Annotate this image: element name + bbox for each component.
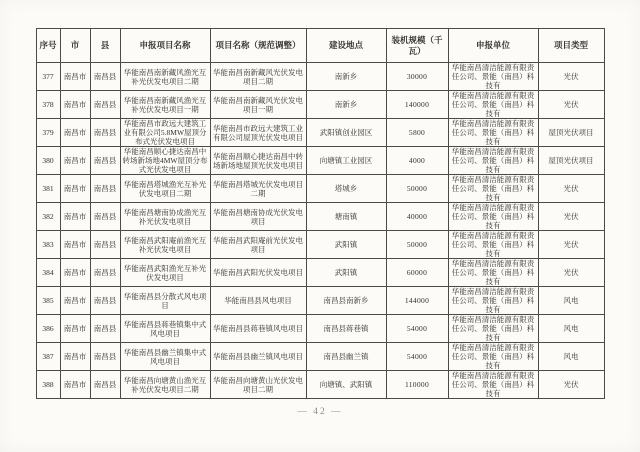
column-header-city: 市 [60,29,90,63]
cell-city: 南昌市 [60,147,90,175]
cell-capacity: 40000 [386,203,448,231]
table-row [36,63,604,91]
cell-county: 南昌县 [90,371,120,399]
cell-project-type: 屋顶光伏项目 [538,119,604,147]
cell-city: 南昌市 [60,287,90,315]
table-row [36,343,604,371]
cell-city: 南昌市 [60,315,90,343]
cell-applicant: 华能南昌清洁能源有限责任公司、景能（南昌）科技有 [448,203,538,231]
cell-declared-name: 华能南昌武阳渔光互补光伏发电项目 [120,259,210,287]
cell-declared-name: 华能南昌塔城渔光互补光伏发电项目二期 [120,175,210,203]
projects-table [36,28,605,399]
cell-capacity: 54000 [386,315,448,343]
cell-seq: 377 [36,63,60,91]
cell-county: 南昌县 [90,315,120,343]
table-body [36,63,604,399]
table-row [36,175,604,203]
cell-applicant: 华能南昌清洁能源有限责任公司、景能（南昌）科技有 [448,119,538,147]
cell-adjusted-name: 华能南昌武阳庵前光伏发电项目 [210,231,306,259]
cell-city: 南昌市 [60,343,90,371]
cell-adjusted-name: 华能南昌南新藏风光伏发电项目二期 [210,63,306,91]
cell-county: 南昌县 [90,203,120,231]
cell-declared-name: 华能南昌县分散式风电项目 [120,287,210,315]
cell-applicant: 华能南昌清洁能源有限责任公司、景能（南昌）科技有 [448,371,538,399]
page-number: — 42 — [297,407,343,417]
cell-applicant: 华能南昌清洁能源有限责任公司、景能（南昌）科技有 [448,175,538,203]
cell-capacity: 50000 [386,231,448,259]
cell-capacity: 4000 [386,147,448,175]
cell-seq: 385 [36,287,60,315]
cell-adjusted-name: 华能南昌南新藏风光伏发电项目一期 [210,91,306,119]
cell-location: 向塘镇、武阳镇 [306,371,386,399]
table-row [36,259,604,287]
table-row [36,371,604,399]
cell-seq: 380 [36,147,60,175]
cell-project-type: 风电 [538,315,604,343]
cell-project-type: 光伏 [538,371,604,399]
cell-location: 南新乡 [306,63,386,91]
cell-declared-name: 华能南昌顺心捷达南昌中转场新场地4MW屋顶分布式光伏发电项目 [120,147,210,175]
cell-seq: 379 [36,119,60,147]
cell-declared-name: 华能南昌县幽兰镇集中式风电项目 [120,343,210,371]
cell-county: 南昌县 [90,91,120,119]
cell-capacity: 110000 [386,371,448,399]
header-row [36,29,604,63]
column-header-applicant: 申报单位 [448,29,538,63]
cell-declared-name: 华能南昌南新藏风渔光互补光伏发电项目一期 [120,91,210,119]
cell-capacity: 140000 [386,91,448,119]
cell-declared-name: 华能南昌县蒋巷镇集中式风电项目 [120,315,210,343]
cell-seq: 378 [36,91,60,119]
cell-applicant: 华能南昌清洁能源有限责任公司、景能（南昌）科技有 [448,231,538,259]
table-row [36,203,604,231]
cell-project-type: 光伏 [538,231,604,259]
cell-location: 武阳镇创业园区 [306,119,386,147]
cell-county: 南昌县 [90,287,120,315]
cell-project-type: 风电 [538,287,604,315]
cell-applicant: 华能南昌清洁能源有限责任公司、景能（南昌）科技有 [448,259,538,287]
cell-adjusted-name: 华能南昌顺心捷达南昌中转场新场地屋顶光伏发电项目 [210,147,306,175]
cell-applicant: 华能南昌清洁能源有限责任公司、景能（南昌）科技有 [448,315,538,343]
cell-seq: 386 [36,315,60,343]
table-row [36,119,604,147]
cell-location: 塔城乡 [306,175,386,203]
cell-capacity: 5800 [386,119,448,147]
cell-project-type: 光伏 [538,63,604,91]
cell-adjusted-name: 华能南昌向塘黄山光伏发电项目二期 [210,371,306,399]
table-row [36,231,604,259]
cell-adjusted-name: 华能南昌县蒋巷镇风电项目 [210,315,306,343]
cell-declared-name: 华能南昌市政远大建筑工业有限公司5.8MW屋顶分布式光伏发电项目 [120,119,210,147]
column-header-project-type: 项目类型 [538,29,604,63]
cell-seq: 388 [36,371,60,399]
cell-declared-name: 华能南昌塘南协成渔光互补光伏发电项目 [120,203,210,231]
cell-adjusted-name: 华能南昌县风电项目 [210,287,306,315]
cell-city: 南昌市 [60,259,90,287]
cell-adjusted-name: 华能南昌武阳光伏发电项目 [210,259,306,287]
cell-location: 南昌县幽兰镇 [306,343,386,371]
cell-county: 南昌县 [90,343,120,371]
cell-applicant: 华能南昌清洁能源有限责任公司、景能（南昌）科技有 [448,63,538,91]
cell-location: 南新乡 [306,91,386,119]
table-row [36,315,604,343]
column-header-capacity: 装机规模（千瓦） [386,29,448,63]
cell-seq: 387 [36,343,60,371]
cell-capacity: 144000 [386,287,448,315]
cell-city: 南昌市 [60,371,90,399]
column-header-adjusted-name: 项目名称（规范调整） [210,29,306,63]
column-header-declared-name: 申报项目名称 [120,29,210,63]
cell-seq: 383 [36,231,60,259]
cell-city: 南昌市 [60,63,90,91]
cell-applicant: 华能南昌清洁能源有限责任公司、景能（南昌）科技有 [448,287,538,315]
cell-location: 南昌县蒋巷镇 [306,315,386,343]
cell-seq: 382 [36,203,60,231]
cell-city: 南昌市 [60,203,90,231]
cell-adjusted-name: 华能南昌塘南协成光伏发电项目 [210,203,306,231]
cell-applicant: 华能南昌清洁能源有限责任公司、景能（南昌）科技有 [448,343,538,371]
cell-county: 南昌县 [90,259,120,287]
cell-county: 南昌县 [90,119,120,147]
cell-location: 南昌县南新乡 [306,287,386,315]
cell-city: 南昌市 [60,91,90,119]
cell-adjusted-name: 华能南昌市政远大建筑工业有限公司屋顶光伏发电项目 [210,119,306,147]
cell-declared-name: 华能南昌武阳庵前渔光互补光伏发电项目 [120,231,210,259]
cell-adjusted-name: 华能南昌塔城光伏发电项目二期 [210,175,306,203]
cell-declared-name: 华能南昌向塘黄山渔光互补光伏发电项目二期 [120,371,210,399]
cell-location: 武阳镇 [306,259,386,287]
cell-project-type: 风电 [538,343,604,371]
column-header-county: 县 [90,29,120,63]
column-header-seq: 序号 [36,29,60,63]
cell-capacity: 30000 [386,63,448,91]
cell-city: 南昌市 [60,231,90,259]
cell-location: 塘南镇 [306,203,386,231]
cell-capacity: 54000 [386,343,448,371]
cell-seq: 384 [36,259,60,287]
cell-project-type: 光伏 [538,91,604,119]
cell-county: 南昌县 [90,175,120,203]
table-row [36,91,604,119]
cell-location: 武阳镇 [306,231,386,259]
cell-county: 南昌县 [90,63,120,91]
cell-adjusted-name: 华能南昌县幽兰镇风电项目 [210,343,306,371]
cell-declared-name: 华能南昌南新藏风渔光互补光伏发电项目二期 [120,63,210,91]
cell-project-type: 光伏 [538,175,604,203]
cell-seq: 381 [36,175,60,203]
cell-location: 向塘镇工业园区 [306,147,386,175]
cell-project-type: 光伏 [538,259,604,287]
cell-city: 南昌市 [60,175,90,203]
cell-applicant: 华能南昌清洁能源有限责任公司、景能（南昌）科技有 [448,91,538,119]
cell-capacity: 50000 [386,175,448,203]
column-header-location: 建设地点 [306,29,386,63]
cell-applicant: 华能南昌清洁能源有限责任公司、景能（南昌）科技有 [448,147,538,175]
cell-city: 南昌市 [60,119,90,147]
cell-county: 南昌县 [90,147,120,175]
cell-project-type: 屋顶光伏项目 [538,147,604,175]
table-row [36,147,604,175]
cell-project-type: 光伏 [538,203,604,231]
table-row [36,287,604,315]
cell-capacity: 60000 [386,259,448,287]
cell-county: 南昌县 [90,231,120,259]
